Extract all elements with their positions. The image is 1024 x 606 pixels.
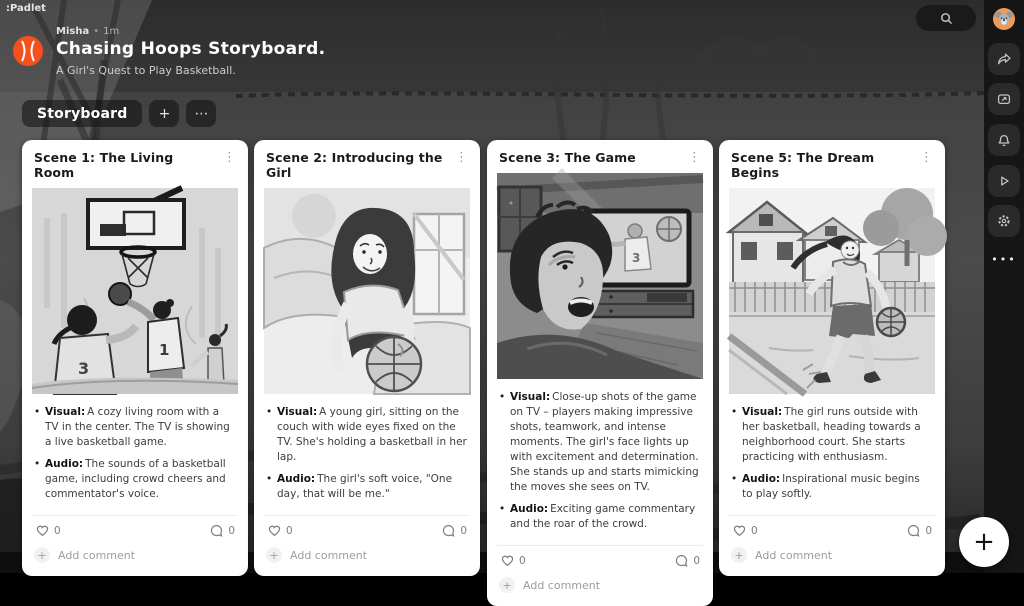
section-title[interactable]: Storyboard <box>22 100 142 127</box>
card-scene-1 <box>22 140 248 576</box>
card-title: Scene 2: Introducing the Girl <box>266 150 443 180</box>
audio-label: Audio: <box>742 473 781 485</box>
basketball-icon <box>13 36 43 66</box>
audio-label: Audio: <box>45 458 84 470</box>
plus-icon: + <box>34 547 50 563</box>
audio-bullet <box>731 472 932 502</box>
add-comment-label: Add comment <box>755 548 833 562</box>
visual-label: Visual: <box>277 406 318 418</box>
heart-icon <box>500 553 515 568</box>
notifications-button[interactable] <box>988 124 1020 156</box>
visual-label: Visual: <box>510 391 551 403</box>
audio-bullet <box>34 457 235 502</box>
plus-icon: + <box>499 577 515 593</box>
meta-separator: • <box>93 26 100 37</box>
add-comment-button[interactable] <box>487 573 612 606</box>
board-subtitle: A Girl's Quest to Play Basketball. <box>56 64 236 77</box>
card-stats <box>264 515 470 543</box>
scene-2-sketch <box>264 188 470 394</box>
audio-text: The girl's soft voice, "One day, that will be me." <box>277 473 453 500</box>
like-button[interactable] <box>500 553 526 568</box>
like-count: 0 <box>54 524 61 537</box>
audio-text: Inspirational music begins to play softly. <box>742 473 920 500</box>
settings-button[interactable] <box>988 205 1020 237</box>
audio-bullet <box>266 472 467 502</box>
visual-label: Visual: <box>45 406 86 418</box>
add-comment-label: Add comment <box>290 548 368 562</box>
add-comment-label: Add comment <box>58 548 136 562</box>
scene-5-sketch <box>729 188 935 394</box>
like-count: 0 <box>519 554 526 567</box>
card-scene-5 <box>719 140 945 576</box>
audio-label: Audio: <box>277 473 316 485</box>
remake-button[interactable] <box>988 83 1020 115</box>
padlet-wordmark: :Padlet <box>6 3 46 14</box>
card-more-button[interactable] <box>218 150 241 165</box>
board-avatar[interactable] <box>13 36 43 66</box>
remake-icon <box>996 91 1012 107</box>
visual-bullet <box>499 390 700 495</box>
user-avatar[interactable] <box>993 8 1015 30</box>
like-button[interactable] <box>35 523 61 538</box>
card-title: Scene 3: The Game <box>499 150 636 165</box>
scene-1-sketch <box>32 188 238 394</box>
card-scene-2 <box>254 140 480 576</box>
add-post-button[interactable]: + <box>149 100 179 127</box>
card-text <box>22 394 248 513</box>
vertical-ellipsis-icon: ⋮ <box>688 150 701 165</box>
card-more-button[interactable] <box>915 150 938 165</box>
heart-icon <box>732 523 747 538</box>
sidebar-more-button[interactable] <box>984 252 1024 267</box>
audio-label: Audio: <box>510 503 549 515</box>
card-title: Scene 5: The Dream Begins <box>731 150 875 180</box>
svg-text:1: 1 <box>159 341 170 359</box>
card-scene-3 <box>487 140 713 606</box>
scene-2-image[interactable] <box>264 188 470 394</box>
koala-avatar-icon <box>993 8 1015 30</box>
heart-icon <box>267 523 282 538</box>
comment-count: 0 <box>693 554 700 567</box>
audio-text: The sounds of a basketball game, including crowd cheers and commentator's voice. <box>45 458 226 500</box>
comment-button[interactable] <box>441 523 467 538</box>
add-post-fab[interactable] <box>959 517 1009 567</box>
more-dots-icon: ••• <box>991 253 1017 266</box>
comment-count: 0 <box>460 524 467 537</box>
comment-count: 0 <box>228 524 235 537</box>
vertical-ellipsis-icon: ⋮ <box>223 150 236 165</box>
add-comment-button[interactable] <box>22 543 147 576</box>
section-row <box>22 100 216 127</box>
visual-bullet <box>34 405 235 450</box>
visual-text: A cozy living room with a TV in the center. The TV is showing a live basketball game. <box>45 406 230 448</box>
comment-icon <box>441 523 456 538</box>
visual-bullet <box>266 405 467 465</box>
right-sidebar <box>984 0 1024 573</box>
comment-icon <box>674 553 689 568</box>
plus-icon: + <box>731 547 747 563</box>
like-button[interactable] <box>267 523 293 538</box>
like-button[interactable] <box>732 523 758 538</box>
author-name: Misha <box>56 26 90 37</box>
card-more-button[interactable] <box>450 150 473 165</box>
vertical-ellipsis-icon: ⋮ <box>455 150 468 165</box>
gear-icon <box>996 213 1012 229</box>
card-text <box>254 394 480 513</box>
svg-text:3: 3 <box>78 359 90 378</box>
svg-text:3: 3 <box>632 251 641 265</box>
like-count: 0 <box>751 524 758 537</box>
add-comment-button[interactable] <box>719 543 844 576</box>
scene-3-sketch <box>497 173 703 379</box>
comment-icon <box>209 523 224 538</box>
plus-icon: + <box>266 547 282 563</box>
search-icon <box>939 11 954 26</box>
card-more-button[interactable] <box>683 150 706 165</box>
card-stats <box>729 515 935 543</box>
visual-bullet <box>731 405 932 465</box>
slideshow-button[interactable] <box>988 165 1020 197</box>
visual-label: Visual: <box>742 406 783 418</box>
share-button[interactable] <box>988 43 1020 75</box>
bell-icon <box>996 132 1012 148</box>
scene-5-image[interactable] <box>729 188 935 394</box>
section-more-button[interactable]: ⋯ <box>186 100 216 127</box>
visual-text: The girl runs outside with her basketball, heading towards a neighborhood court. She starts practicing with enthusiasm. <box>742 406 921 463</box>
board-meta <box>56 26 119 37</box>
card-stats <box>32 515 238 543</box>
vertical-ellipsis-icon: ⋮ <box>920 150 933 165</box>
visual-text: A young girl, sitting on the couch with wide eyes fixed on the TV. She's holding a basketball in her lap. <box>277 406 467 463</box>
comment-count: 0 <box>925 524 932 537</box>
scene-1-image[interactable] <box>32 188 238 394</box>
share-icon <box>996 51 1012 67</box>
card-stats <box>497 545 703 573</box>
post-age: 1m <box>103 26 120 37</box>
visual-text: Close-up shots of the game on TV – players making impressive shots, teamwork, and intense moments. The girl's face lights up with excitement and determination. She stands up and starts mimicking the moves she sees on TV. <box>510 391 699 493</box>
comment-button[interactable] <box>209 523 235 538</box>
like-count: 0 <box>286 524 293 537</box>
board-title: Chasing Hoops Storyboard. <box>56 39 326 59</box>
card-text <box>487 379 713 543</box>
add-comment-button[interactable] <box>254 543 379 576</box>
heart-icon <box>35 523 50 538</box>
plus-icon: + <box>973 527 995 557</box>
card-title: Scene 1: The Living Room <box>34 150 174 180</box>
comment-icon <box>906 523 921 538</box>
scene-3-image[interactable] <box>497 173 703 379</box>
comment-button[interactable] <box>674 553 700 568</box>
play-icon <box>996 173 1012 189</box>
card-text <box>719 394 945 513</box>
search-button[interactable] <box>916 5 976 31</box>
audio-bullet <box>499 502 700 532</box>
comment-button[interactable] <box>906 523 932 538</box>
audio-text: Exciting game commentary and the roar of the crowd. <box>510 503 696 530</box>
add-comment-label: Add comment <box>523 578 601 592</box>
